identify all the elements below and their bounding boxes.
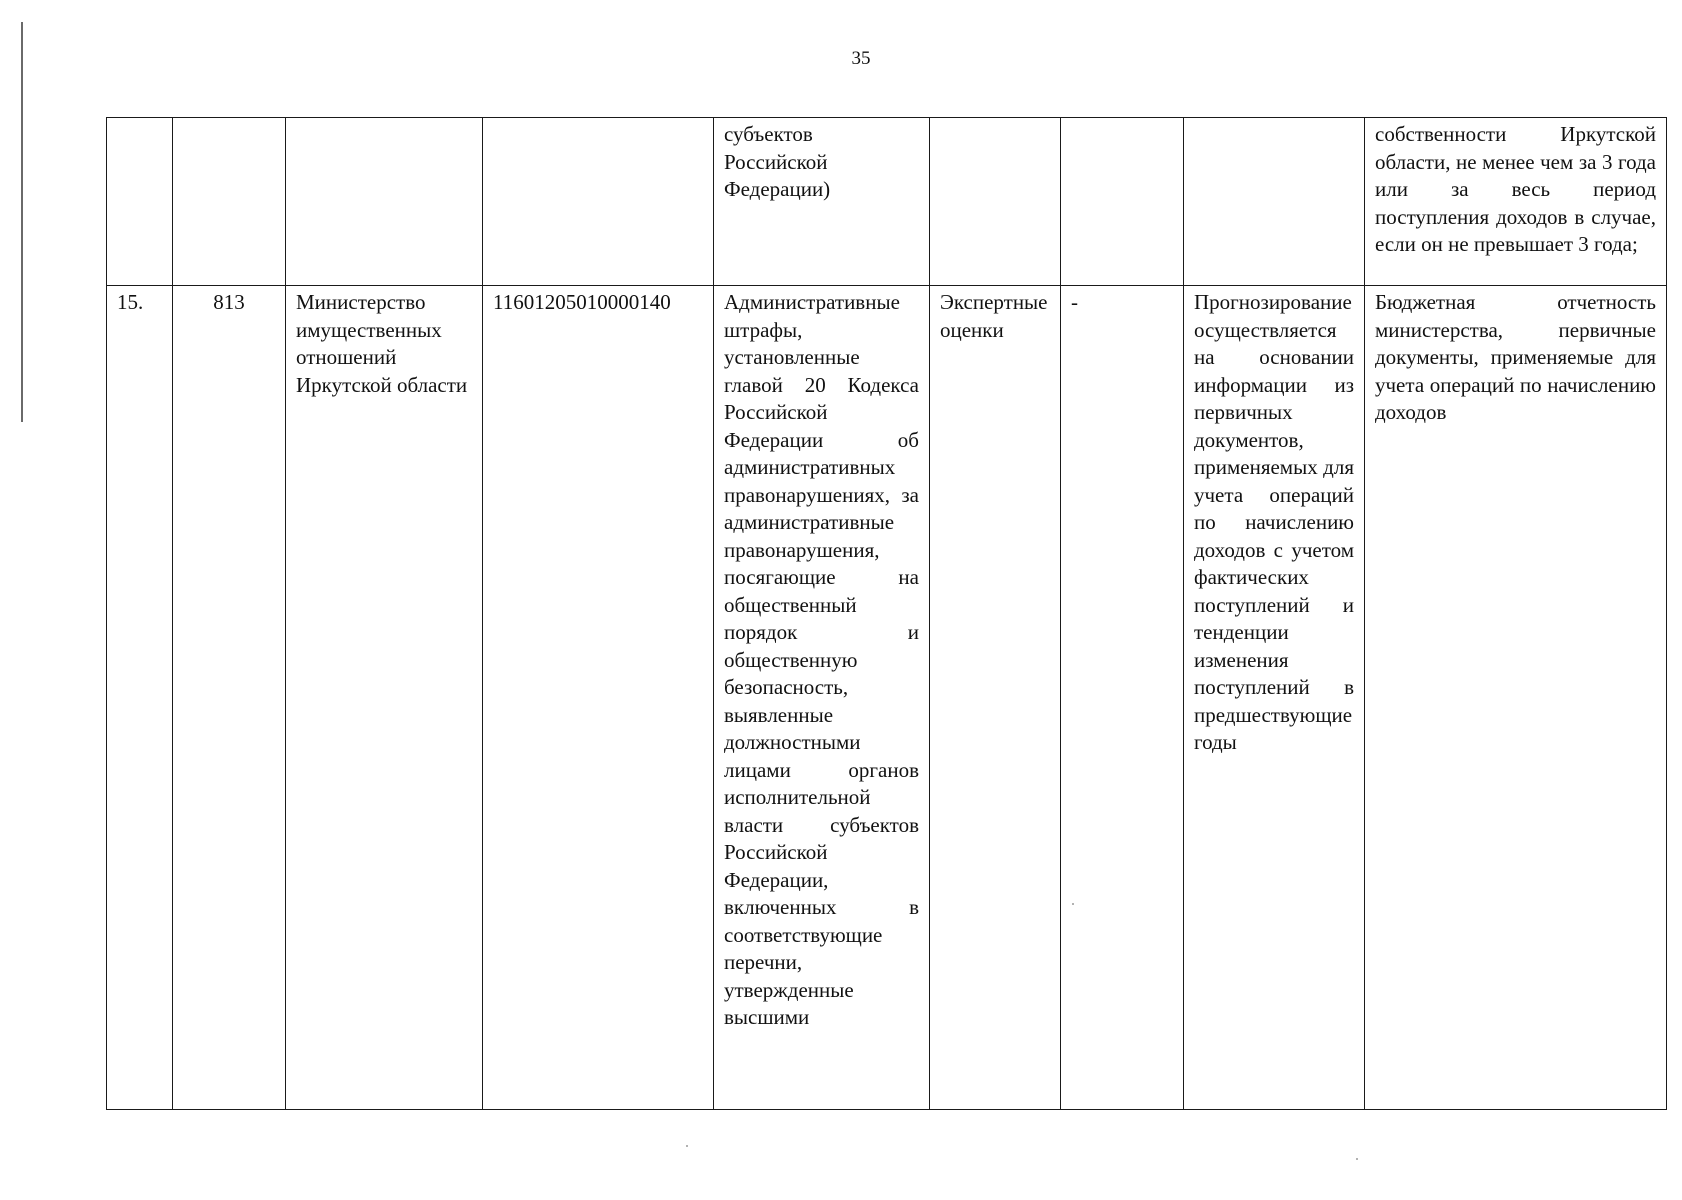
scan-speck	[686, 1145, 688, 1147]
cell-formula	[1061, 118, 1184, 286]
cell-algorithm: Прогнозирование осуществляется на основании информации из первичных документов, применяемых для учета операций по начислению доходов с учетом фактических поступлений и тенденции изменения поступлений в предшествующие годы	[1184, 286, 1365, 1110]
revenue-forecast-table	[106, 117, 1667, 1110]
page-number: 35	[851, 48, 871, 69]
scan-speck	[1356, 1158, 1358, 1160]
table-row-15	[107, 286, 1667, 1110]
cell-method	[930, 118, 1061, 286]
scan-speck	[1072, 903, 1074, 905]
table-row-continuation	[107, 118, 1667, 286]
cell-data-source: собственности Иркутской области, не менее чем за 3 года или за весь период поступления доходов в случае, если он не превышает 3 года;	[1365, 118, 1667, 286]
cell-number	[107, 118, 173, 286]
cell-number: 15.	[107, 286, 173, 1110]
cell-administrator	[286, 118, 483, 286]
cell-revenue-name: Административные штрафы, установленные главой 20 Кодекса Российской Федерации об административных правонарушениях, за административные правонарушения, посягающие на общественный порядок и общественную безопасность, выявленные должностными лицами органов исполнительной власти субъектов Российской Федерации, включенных в соответствующие перечни, утвержденные высшими	[714, 286, 930, 1110]
cell-kbk-code: 11601205010000140	[483, 286, 714, 1110]
cell-kbk-code	[483, 118, 714, 286]
cell-formula: -	[1061, 286, 1184, 1110]
cell-method: Экспертные оценки	[930, 286, 1061, 1110]
cell-algorithm	[1184, 118, 1365, 286]
cell-admin-code: 813	[173, 286, 286, 1110]
scan-edge-mark	[21, 22, 23, 422]
cell-revenue-name: субъектов Российской Федерации)	[714, 118, 930, 286]
cell-admin-code	[173, 118, 286, 286]
cell-data-source: Бюджетная отчетность министерства, первичные документы, применяемые для учета операций по начислению доходов	[1365, 286, 1667, 1110]
cell-administrator: Министерство имущественных отношений Иркутской области	[286, 286, 483, 1110]
